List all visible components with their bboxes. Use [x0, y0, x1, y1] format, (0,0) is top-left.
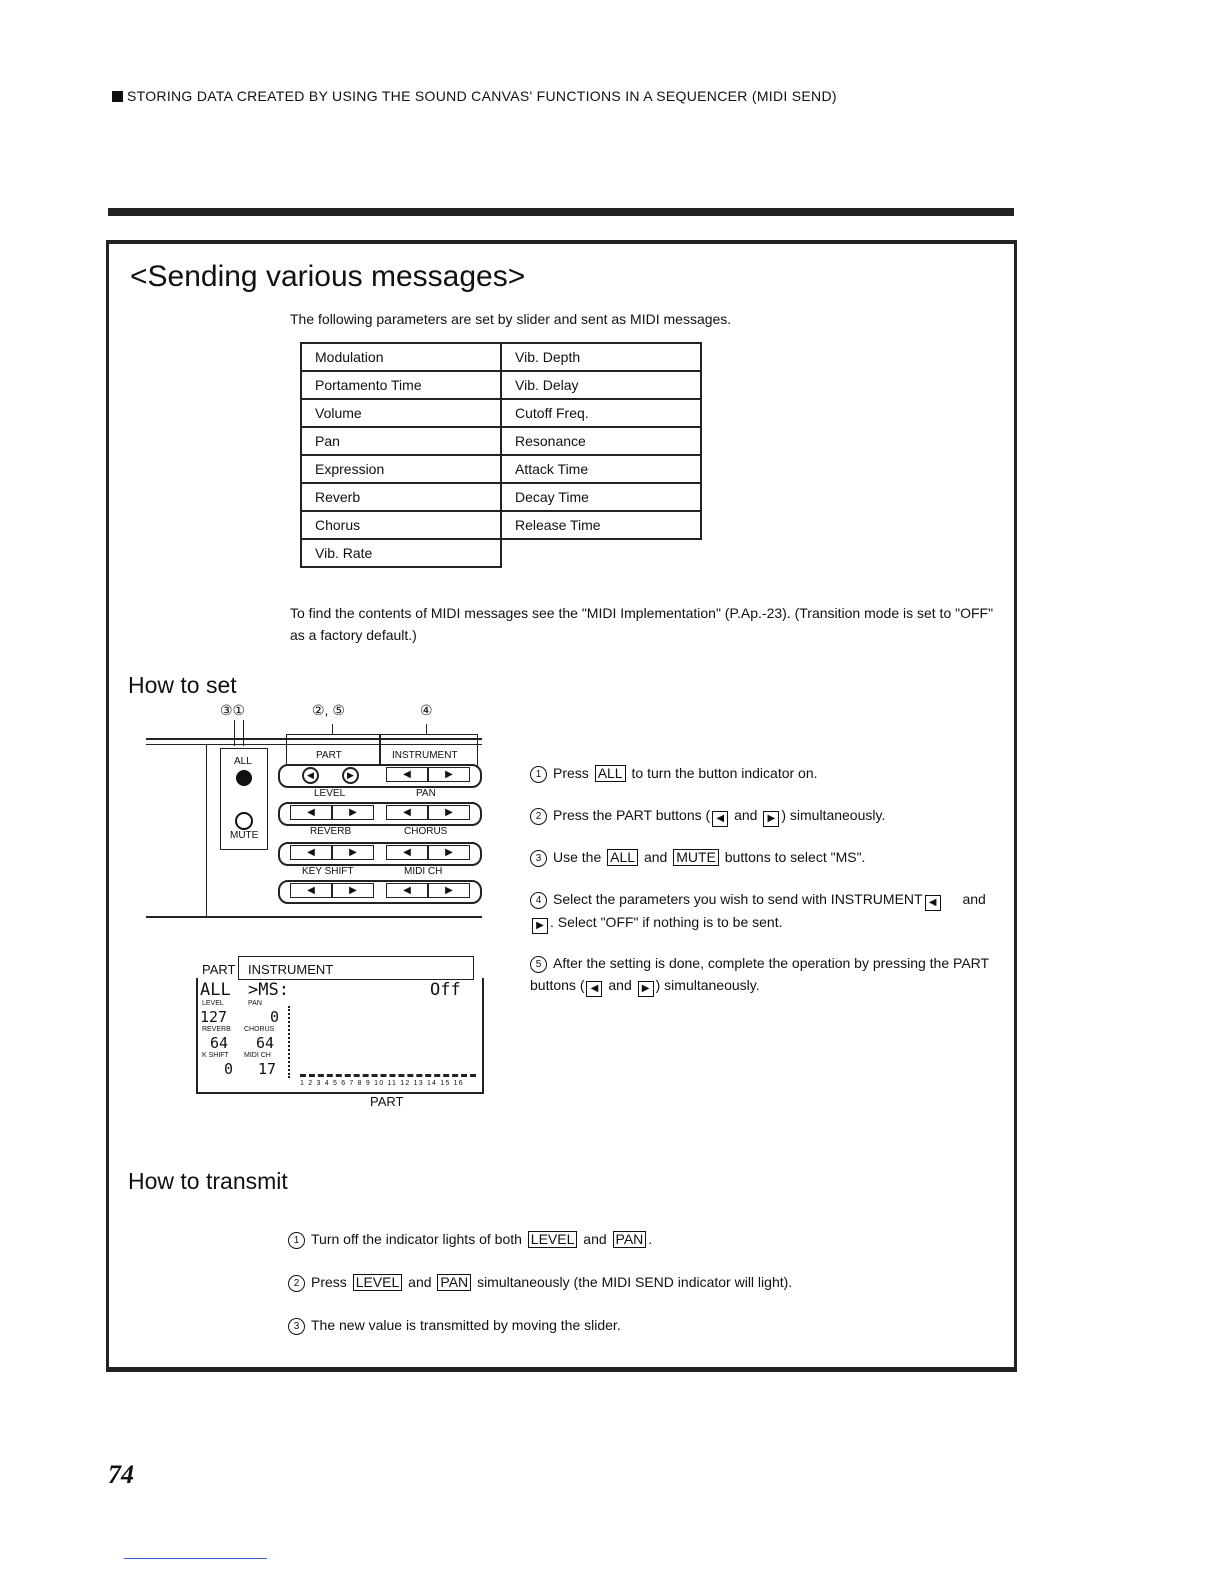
row4-left-up-button[interactable]: ▶ [332, 883, 374, 898]
step-text: Press the PART buttons ( [553, 807, 711, 823]
pan-label: PAN [416, 788, 436, 799]
lcd-dotted-divider [288, 1006, 291, 1078]
lcd-level-value: 127 [200, 1008, 228, 1026]
step-text: and [643, 849, 668, 865]
step-text: Turn off the indicator lights of both [311, 1231, 522, 1247]
param-cell: Attack Time [501, 455, 701, 483]
level-key-label: LEVEL [353, 1274, 403, 1291]
reverb-down-button[interactable]: ◀ [290, 805, 332, 820]
lcd-midich-label: MIDI CH [244, 1052, 271, 1059]
step-text: buttons to select "MS". [724, 849, 866, 865]
chorus-down-button[interactable]: ◀ [386, 805, 428, 820]
mute-key-label: MUTE [673, 849, 719, 866]
step-text: and [962, 891, 986, 907]
left-arrow-icon: ◀ [712, 811, 728, 827]
chorus-label: CHORUS [404, 826, 448, 837]
step-text: Press [553, 765, 589, 781]
step-text: ) simultaneously. [781, 807, 886, 823]
lcd-pan-label: PAN [248, 1000, 262, 1007]
step-text: Use the [553, 849, 602, 865]
lcd-midich-value: 17 [258, 1060, 277, 1078]
param-cell: Pan [301, 427, 501, 455]
how-to-set-heading: How to set [128, 672, 237, 698]
transmit-step-3 [288, 1314, 621, 1336]
param-cell: Vib. Delay [501, 371, 701, 399]
level-key-label: LEVEL [528, 1231, 578, 1248]
param-cell: Reverb [301, 483, 501, 511]
section-title: <Sending various messages> [130, 260, 526, 293]
step-text: . [648, 1231, 653, 1247]
transmit-step-1 [288, 1228, 652, 1250]
reverb-label: REVERB [310, 826, 352, 837]
set-step-4 [530, 888, 995, 934]
param-cell: Decay Time [501, 483, 701, 511]
step-text: ) simultaneously. [655, 977, 760, 993]
midich-down-button[interactable]: ◀ [386, 845, 428, 860]
lcd-chorus-value: 64 [256, 1034, 275, 1052]
set-step-5 [530, 952, 995, 997]
running-header-text: STORING DATA CREATED BY USING THE SOUND CANVAS' FUNCTIONS IN A SEQUENCER (MIDI SEND) [127, 88, 837, 104]
param-cell: Modulation [301, 343, 501, 371]
how-to-transmit-heading: How to transmit [128, 1168, 288, 1194]
mute-label: MUTE [230, 830, 259, 841]
right-arrow-icon: ▶ [763, 811, 779, 827]
param-cell: Resonance [501, 427, 701, 455]
note-text: To find the contents of MIDI messages see the "MIDI Implementation" (P.Ap.-23). (Transition mode is set to "OFF" as a factory default.) [290, 605, 994, 643]
step-number: 3 [288, 1318, 305, 1335]
lcd-row1-left: ALL [200, 980, 231, 1000]
lcd-kshift-value: 0 [224, 1060, 234, 1078]
panel-illustration [146, 720, 486, 930]
transmit-step-2 [288, 1271, 792, 1293]
midi-ch-label: MIDI CH [404, 866, 443, 877]
step-number: 1 [530, 766, 547, 783]
step-text: and [408, 1274, 432, 1290]
top-rule [108, 208, 1014, 216]
all-button[interactable] [236, 770, 252, 786]
lcd-reverb-value: 64 [210, 1034, 229, 1052]
lcd-row1-right: Off [430, 980, 461, 1000]
param-cell: Expression [301, 455, 501, 483]
part-label: PART [316, 750, 342, 761]
param-cell: Chorus [301, 511, 501, 539]
set-step-1 [530, 762, 995, 784]
step-text: Press [311, 1274, 347, 1290]
lcd-part-bars [300, 1074, 476, 1077]
step-text: and [608, 977, 632, 993]
pan-key-label: PAN [613, 1231, 647, 1248]
key-shift-label: KEY SHIFT [302, 866, 354, 877]
lcd-instrument-label: INSTRUMENT [248, 962, 334, 977]
step-text: . Select "OFF" if nothing is to be sent. [550, 914, 783, 930]
left-arrow-icon: ◀ [925, 895, 941, 911]
param-cell: Release Time [501, 511, 701, 539]
lcd-kshift-label: K SHIFT [202, 1052, 229, 1059]
step-text: simultaneously (the MIDI SEND indicator will light). [477, 1274, 793, 1290]
square-bullet-icon [112, 91, 123, 102]
row4-right-down-button[interactable]: ◀ [386, 883, 428, 898]
step-number: 2 [530, 808, 547, 825]
parameter-table [300, 342, 702, 568]
set-step-2 [530, 804, 995, 827]
level-label: LEVEL [314, 788, 346, 799]
intro-text: The following parameters are set by slider and sent as MIDI messages. [290, 311, 732, 327]
midich-up-button[interactable]: ▶ [428, 845, 470, 860]
step-text: The new value is transmitted by moving the slider. [311, 1317, 621, 1333]
param-cell: Cutoff Freq. [501, 399, 701, 427]
all-key-label: ALL [607, 849, 638, 866]
chorus-up-button[interactable]: ▶ [428, 805, 470, 820]
instrument-left-button[interactable]: ◀ [386, 767, 428, 782]
reverb-up-button[interactable]: ▶ [332, 805, 374, 820]
step-number: 3 [530, 850, 547, 867]
row4-left-down-button[interactable]: ◀ [290, 883, 332, 898]
mute-button[interactable] [235, 812, 253, 830]
param-cell: Volume [301, 399, 501, 427]
all-label: ALL [234, 756, 252, 767]
lcd-reverb-label: REVERB [202, 1026, 231, 1033]
step-number: 2 [288, 1275, 305, 1292]
step-text: After the setting is done, complete the operation by pressing the PART buttons ( [530, 955, 989, 993]
part-right-button[interactable]: ▶ [342, 767, 359, 784]
step-text: to turn the button indicator on. [631, 765, 818, 781]
lcd-part-scale: 1 2 3 4 5 6 7 8 9 10 11 12 13 14 15 16 [300, 1080, 464, 1087]
empty-cell [501, 539, 701, 567]
part-left-button[interactable]: ◀ [302, 767, 319, 784]
right-arrow-icon: ▶ [532, 918, 548, 934]
keyshift-up-button[interactable]: ▶ [332, 845, 374, 860]
step-number: 5 [530, 956, 547, 973]
param-cell: Vib. Depth [501, 343, 701, 371]
step-text: Select the parameters you wish to send with INSTRUMENT [553, 891, 923, 907]
param-cell: Portamento Time [301, 371, 501, 399]
row4-right-up-button[interactable]: ▶ [428, 883, 470, 898]
running-header [112, 88, 837, 104]
lcd-chorus-label: CHORUS [244, 1026, 275, 1033]
right-arrow-icon: ▶ [638, 981, 654, 997]
set-step-3 [530, 846, 995, 868]
all-key-label: ALL [595, 765, 626, 782]
step-text: and [583, 1231, 607, 1247]
lcd-illustration [196, 954, 486, 1114]
left-arrow-icon: ◀ [586, 981, 602, 997]
param-cell: Vib. Rate [301, 539, 501, 567]
footer-line [124, 1558, 267, 1559]
lcd-level-label: LEVEL [202, 1000, 224, 1007]
lcd-pan-value: 0 [270, 1008, 280, 1026]
step-number: 1 [288, 1232, 305, 1249]
step-number: 4 [530, 892, 547, 909]
keyshift-down-button[interactable]: ◀ [290, 845, 332, 860]
step-text: and [734, 807, 758, 823]
instrument-label: INSTRUMENT [392, 750, 458, 761]
lcd-part-caption: PART [370, 1094, 404, 1109]
lcd-part-label: PART [202, 962, 236, 977]
instrument-right-button[interactable]: ▶ [428, 767, 470, 782]
page-number: 74 [108, 1460, 134, 1489]
callout-2-5: ②, ⑤ [312, 702, 345, 718]
callout-3-1: ③① [220, 702, 246, 718]
callout-4: ④ [420, 702, 433, 718]
pan-key-label: PAN [437, 1274, 471, 1291]
lcd-row1-mid: >MS: [248, 980, 289, 1000]
